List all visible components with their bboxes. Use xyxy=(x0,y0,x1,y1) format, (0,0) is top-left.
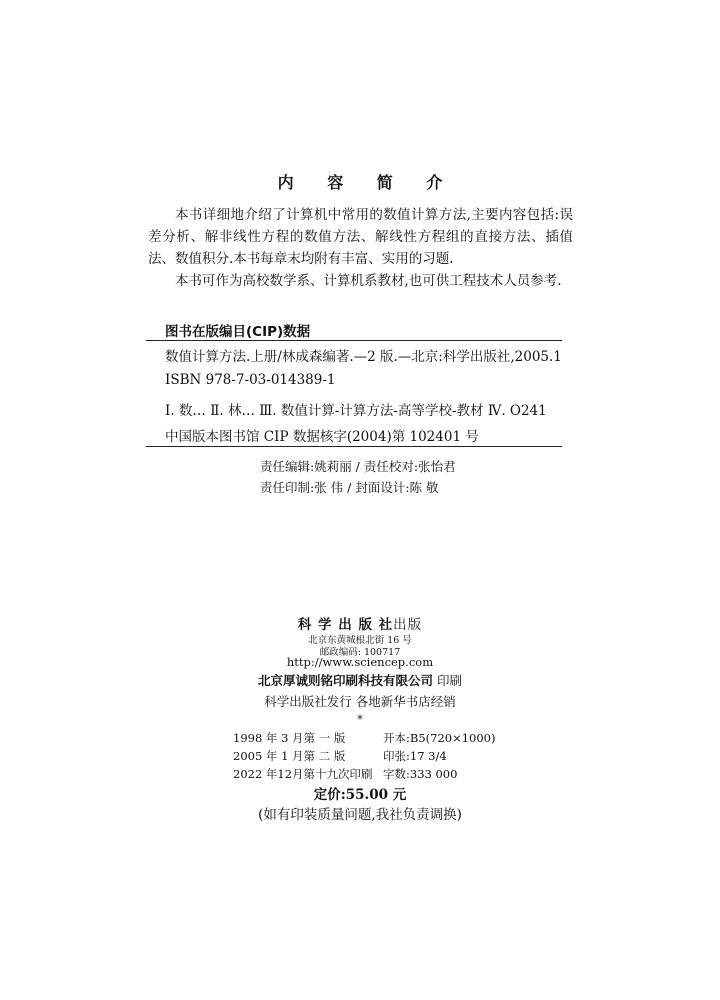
printing-line: 2022 年12月第十九次印刷 xyxy=(233,767,373,781)
format-size: 开本:B5(720×1000) xyxy=(383,731,496,745)
summary-paragraph: 本书可作为高校数学系、计算机系教材,也可供工程技术人员参考. xyxy=(175,273,562,289)
cip-catalog-line: 数值计算方法.上册/林成森编著.—2 版.—北京:科学出版社,2005.1 xyxy=(165,349,562,365)
editor-line-1: 责任编辑:姚莉丽 / 责任校对:张怡君 xyxy=(260,459,456,474)
cip-isbn: ISBN 978-7-03-014389-1 xyxy=(165,372,336,388)
printer-line xyxy=(0,671,720,689)
summary-title: 内 容 简 介 xyxy=(277,173,457,192)
summary-paragraph: 本书详细地介绍了计算机中常用的数值计算方法,主要内容包括:误差分析、解非线性方程的数值方法、解线性方程组的直接方法、插值法、数值积分.本书每章末均附有丰富、实用的习题. xyxy=(148,207,573,267)
cip-top-rule xyxy=(146,340,562,341)
publisher-name: 科 学 出 版 社 xyxy=(297,617,394,633)
edition-line-1: 1998 年 3 月第 一 版 xyxy=(233,731,346,745)
publisher-name-suffix: 出版 xyxy=(393,617,423,633)
printer-name: 北京厚诚则铭印刷科技有限公司 xyxy=(257,673,433,688)
cip-classification: Ⅰ. 数… Ⅱ. 林… Ⅲ. 数值计算-计算方法-高等学校-教材 Ⅳ. O241 xyxy=(165,403,547,419)
quality-note: (如有印装质量问题,我社负责调换) xyxy=(258,807,462,823)
publisher-address: 北京东黄城根北街 16 号 xyxy=(308,635,412,646)
editor-line-2: 责任印制:张 伟 / 封面设计:陈 敬 xyxy=(260,480,439,495)
price: 定价:55.00 元 xyxy=(313,787,407,803)
sheet-count: 印张:17 3/4 xyxy=(383,749,447,763)
distribution-line: 科学出版社发行 各地新华书店经销 xyxy=(264,694,456,709)
separator-asterisk: * xyxy=(357,712,363,726)
publisher-postcode: 邮政编码: 100717 xyxy=(319,647,401,658)
cip-heading: 图书在版编目(CIP)数据 xyxy=(165,324,311,340)
edition-line-2: 2005 年 1 月第 二 版 xyxy=(233,749,346,763)
cip-bottom-rule xyxy=(146,446,562,447)
printer-suffix: 印刷 xyxy=(436,673,462,688)
word-count: 字数:333 000 xyxy=(383,767,458,781)
publisher-url: http://www.sciencep.com xyxy=(286,655,434,669)
cip-number: 中国版本图书馆 CIP 数据核字(2004)第 102401 号 xyxy=(165,429,479,445)
publisher-name-line xyxy=(0,613,720,633)
summary-body xyxy=(148,204,573,292)
